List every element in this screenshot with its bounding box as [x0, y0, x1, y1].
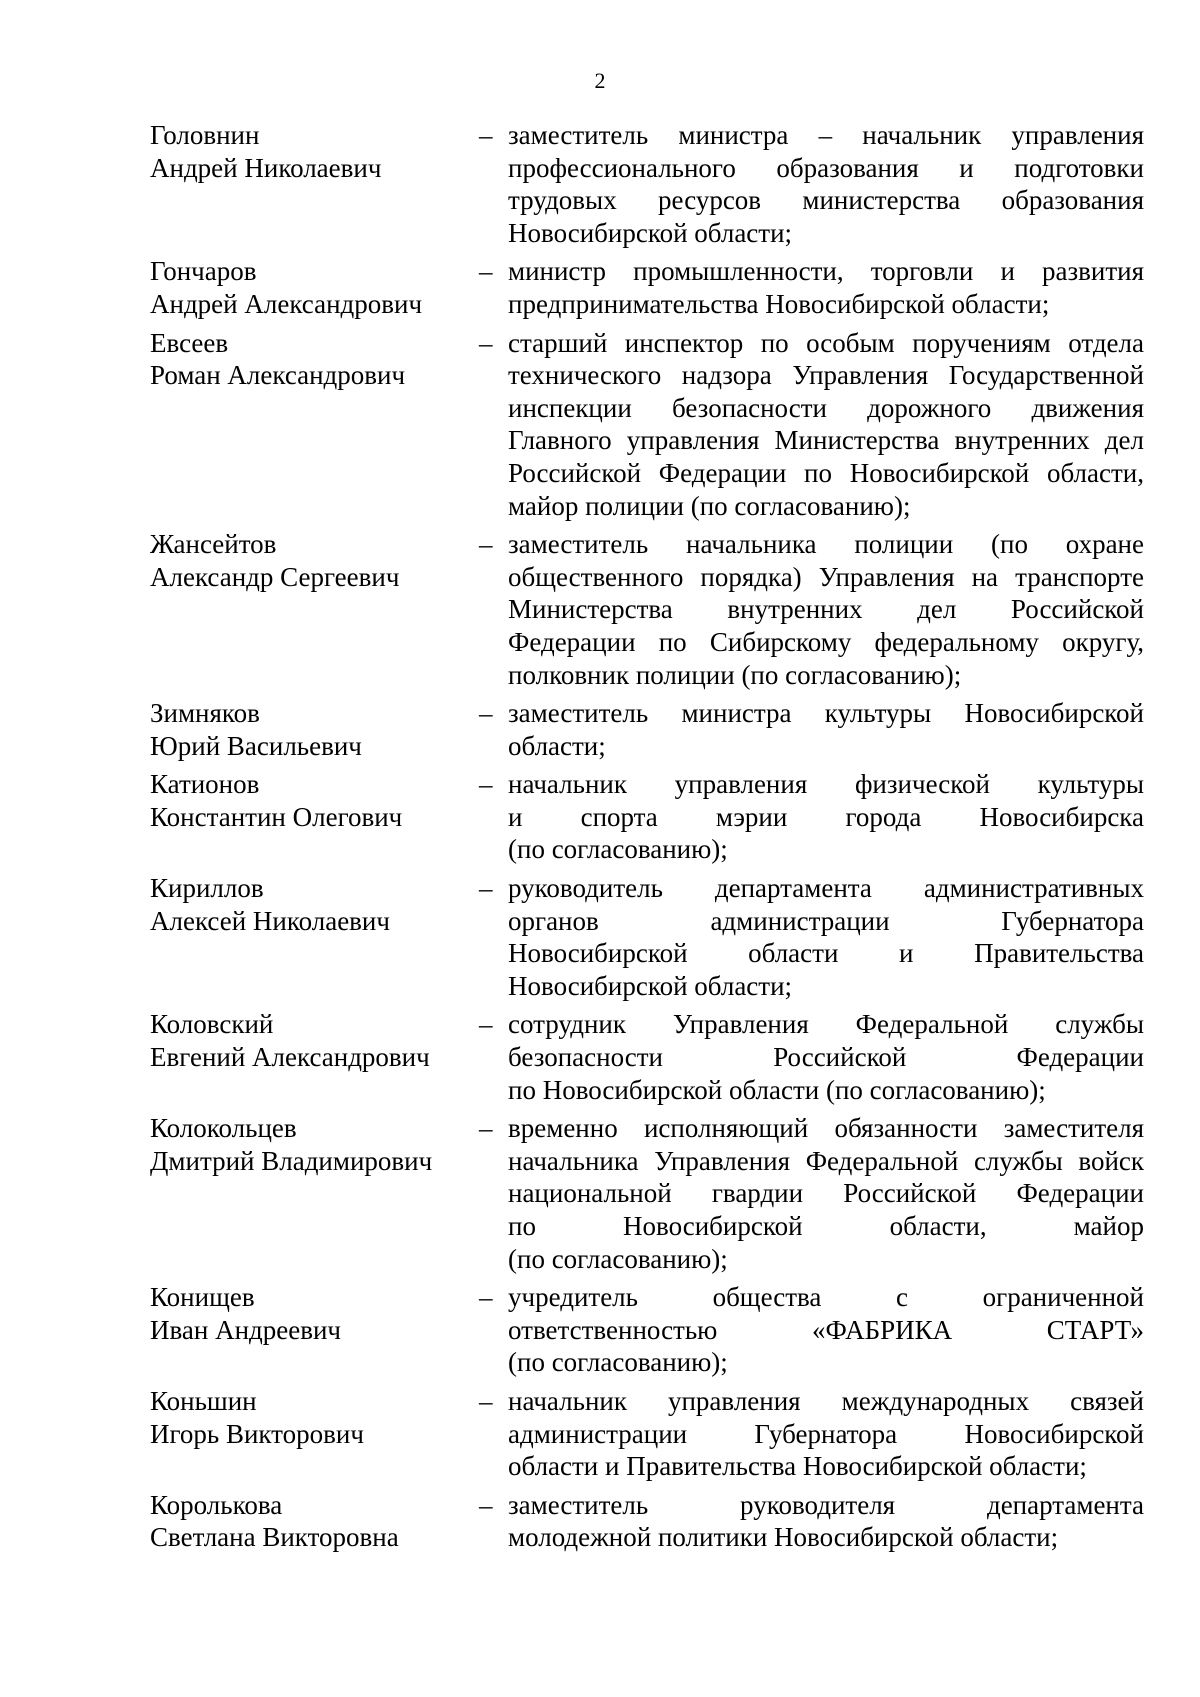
member-entry — [150, 327, 1144, 523]
member-surname: Коньшин — [150, 1385, 257, 1416]
position-line: Федерации по Сибирскому федеральному округу, — [508, 626, 1144, 657]
position-line: (по согласованию); — [508, 1347, 728, 1378]
position-line: и спорта мэрии города Новосибирска — [508, 801, 1144, 832]
position-line: (по согласованию); — [508, 834, 728, 865]
position-line: Новосибирской области; — [508, 217, 793, 248]
member-surname: Жансейтов — [150, 529, 277, 560]
member-given-names: Игорь Викторович — [150, 1418, 364, 1449]
position-line: Главного управления Министерства внутренних дел — [508, 425, 1144, 456]
member-name — [150, 768, 479, 866]
member-surname: Гончаров — [150, 256, 257, 287]
entry-dash: – — [479, 1113, 493, 1144]
member-position — [508, 1489, 1144, 1554]
member-entry — [150, 1489, 1144, 1554]
entry-dash: – — [479, 1009, 493, 1040]
member-given-names: Иван Андреевич — [150, 1314, 342, 1345]
position-line: майор полиции (по согласованию); — [508, 490, 911, 521]
position-line: ответственностью «ФАБРИКА СТАРТ» — [508, 1314, 1144, 1345]
member-name — [150, 872, 479, 1002]
member-given-names: Юрий Васильевич — [150, 730, 362, 761]
member-name — [150, 528, 479, 691]
member-entry — [150, 255, 1144, 320]
position-line: заместитель руководителя департамента — [508, 1489, 1144, 1520]
entry-dash: – — [479, 873, 493, 904]
member-given-names: Александр Сергеевич — [150, 561, 400, 592]
position-line: начальник управления физической культуры — [508, 769, 1144, 800]
member-name — [150, 119, 479, 249]
position-line: технического надзора Управления Государственной — [508, 360, 1144, 391]
position-line: трудовых ресурсов министерства образования — [508, 185, 1144, 216]
member-given-names: Евгений Александрович — [150, 1042, 430, 1073]
position-line: Новосибирской области; — [508, 970, 793, 1001]
member-name — [150, 1281, 479, 1379]
position-line: Новосибирской области и Правительства — [508, 938, 1144, 969]
position-line: полковник полиции (по согласованию); — [508, 659, 962, 690]
entry-dash: – — [479, 769, 493, 800]
position-line: по Новосибирской области (по согласованию); — [508, 1074, 1046, 1105]
member-given-names: Константин Олегович — [150, 801, 403, 832]
entry-dash: – — [479, 120, 493, 150]
position-line: сотрудник Управления Федеральной службы — [508, 1009, 1144, 1040]
entry-dash: – — [479, 1489, 493, 1520]
member-entry — [150, 528, 1144, 691]
position-line: начальник управления международных связей — [508, 1385, 1144, 1416]
position-line: Министерства внутренних дел Российской — [508, 594, 1144, 625]
position-line: заместитель министра культуры Новосибирской — [508, 698, 1144, 729]
member-entry — [150, 1112, 1144, 1275]
position-line: предпринимательства Новосибирской области; — [508, 288, 1050, 319]
member-position — [508, 528, 1144, 691]
member-entry — [150, 119, 1144, 249]
member-list — [150, 119, 1144, 1560]
entry-dash: – — [479, 698, 493, 729]
position-line: области; — [508, 730, 606, 761]
member-given-names: Андрей Николаевич — [150, 152, 382, 183]
member-surname: Евсеев — [150, 327, 229, 358]
member-surname: Конищев — [150, 1282, 255, 1313]
member-position — [508, 119, 1144, 249]
member-position — [508, 1112, 1144, 1275]
member-position — [508, 697, 1144, 762]
member-entry — [150, 1385, 1144, 1483]
position-line: заместитель министра – начальник управления — [508, 120, 1144, 150]
member-entry — [150, 1281, 1144, 1379]
position-line: учредитель общества с ограниченной — [508, 1282, 1144, 1313]
position-line: области и Правительства Новосибирской области; — [508, 1451, 1087, 1482]
position-line: по Новосибирской области, майор — [508, 1211, 1144, 1241]
member-position — [508, 1385, 1144, 1483]
member-entry — [150, 872, 1144, 1002]
position-line: безопасности Российской Федерации — [508, 1042, 1144, 1073]
position-line: заместитель начальника полиции (по охране — [508, 529, 1144, 560]
entry-dash: – — [479, 1282, 493, 1313]
position-line: старший инспектор по особым поручениям отдела — [508, 327, 1144, 358]
position-line: молодежной политики Новосибирской области; — [508, 1522, 1059, 1553]
member-entry — [150, 697, 1144, 762]
member-position — [508, 327, 1144, 523]
position-line: профессионального образования и подготовки — [508, 152, 1144, 183]
member-given-names: Светлана Викторовна — [150, 1522, 399, 1553]
member-name — [150, 1385, 479, 1483]
member-surname: Головнин — [150, 120, 260, 150]
member-position — [508, 872, 1144, 1002]
member-surname: Катионов — [150, 769, 260, 800]
member-name — [150, 697, 479, 762]
entry-dash: – — [479, 256, 493, 287]
member-surname: Зимняков — [150, 698, 260, 729]
member-entry — [150, 768, 1144, 866]
position-line: (по согласованию); — [508, 1243, 728, 1274]
member-given-names: Роман Александрович — [150, 360, 406, 391]
position-line: общественного порядка) Управления на транспорте — [508, 561, 1144, 592]
position-line: национальной гвардии Российской Федерации — [508, 1178, 1144, 1209]
member-name — [150, 1112, 479, 1275]
member-position — [508, 1008, 1144, 1106]
position-line: начальника Управления Федеральной службы войск — [508, 1145, 1144, 1176]
position-line: администрации Губернатора Новосибирской — [508, 1418, 1144, 1449]
member-given-names: Андрей Александрович — [150, 288, 423, 319]
member-name — [150, 1489, 479, 1554]
entry-dash: – — [479, 529, 493, 560]
member-surname: Кириллов — [150, 873, 264, 904]
position-line: Российской Федерации по Новосибирской области, — [508, 457, 1144, 488]
position-line: министр промышленности, торговли и развития — [508, 256, 1144, 287]
member-surname: Колокольцев — [150, 1113, 297, 1144]
member-name — [150, 255, 479, 320]
position-line: руководитель департамента административных — [508, 873, 1144, 904]
member-entry — [150, 1008, 1144, 1106]
position-line: органов администрации Губернатора — [508, 905, 1144, 936]
member-name — [150, 1008, 479, 1106]
entry-dash: – — [479, 1385, 493, 1416]
member-given-names: Дмитрий Владимирович — [150, 1145, 433, 1176]
member-position — [508, 1281, 1144, 1379]
page-number: 2 — [594, 68, 606, 93]
member-name — [150, 327, 479, 523]
position-line: временно исполняющий обязанности заместителя — [508, 1113, 1144, 1144]
member-surname: Королькова — [150, 1489, 283, 1520]
member-surname: Коловский — [150, 1009, 274, 1040]
entry-dash: – — [479, 327, 493, 358]
member-given-names: Алексей Николаевич — [150, 905, 390, 936]
position-line: инспекции безопасности дорожного движения — [508, 392, 1144, 423]
member-position — [508, 255, 1144, 320]
member-position — [508, 768, 1144, 866]
